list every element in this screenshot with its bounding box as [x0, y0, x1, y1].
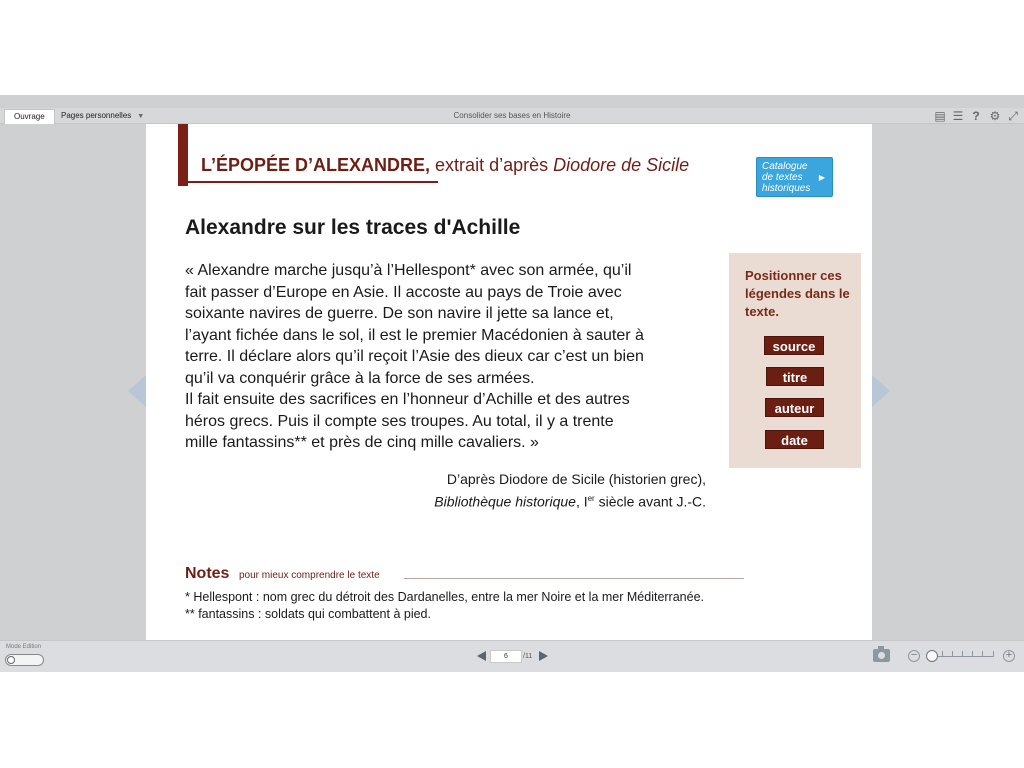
note-item: ** fantassins : soldats qui combattent à pied. [185, 607, 431, 621]
chevron-down-icon[interactable]: ▼ [137, 113, 145, 120]
camera-icon[interactable] [873, 649, 890, 662]
title-rest: extrait d’après [430, 155, 554, 175]
note-item: * Hellespont : nom grec du détroit des Dardanelles, entre la mer Noire et la mer Méditerranée. [185, 590, 705, 604]
section-heading: Alexandre sur les traces d'Achille [185, 216, 521, 239]
tab-label: Pages personnelles [61, 111, 132, 120]
source-citation [346, 470, 706, 512]
quote-line: mille fantassins** et près de cinq mille cavaliers. » [185, 434, 539, 451]
legend-panel [729, 253, 861, 468]
source-century: , I [575, 493, 588, 510]
help-icon[interactable]: ? [972, 109, 980, 123]
zoom-out-icon[interactable]: − [908, 650, 920, 662]
legend-tag-titre[interactable]: titre [766, 367, 824, 386]
zoom-tick [993, 651, 994, 656]
quote-line: soixante navires de guerre. De son navire il jette sa lance et, [185, 305, 614, 322]
bottom-toolbar [0, 640, 1024, 672]
source-line-1: D’après Diodore de Sicile (historien grec), [446, 471, 706, 487]
catalog-label-2: de textes [762, 172, 803, 183]
legend-instruction: Positionner ces légendes dans le texte. [745, 268, 850, 319]
title-bold: L’ÉPOPÉE D’ALEXANDRE, [201, 155, 431, 175]
document-title: Consolider ses bases en Histoire [453, 111, 571, 120]
fullscreen-icon[interactable]: ⤢ [1008, 109, 1018, 123]
header-accent-bar [178, 124, 188, 186]
quote-line: « Alexandre marche jusqu’à l’Hellespont* avec son armée, qu’il [185, 262, 632, 279]
notes-subtitle: pour mieux comprendre le texte [239, 570, 380, 581]
source-line-2 [346, 489, 706, 512]
catalog-label-3: historiques [762, 183, 811, 194]
app-window [0, 95, 1024, 672]
next-page-button[interactable] [539, 651, 548, 661]
zoom-in-icon[interactable]: + [1003, 650, 1015, 662]
zoom-tick [982, 651, 983, 656]
page-total: /11 [523, 653, 533, 660]
play-arrow-icon: ▶ [818, 173, 825, 182]
legend-tag-auteur[interactable]: auteur [765, 398, 824, 417]
quote-line: héros grecs. Puis il compte ses troupes. Au total, il y a trente [185, 412, 614, 430]
mode-edition-label: Mode Edition [6, 644, 42, 650]
gear-icon[interactable]: ⚙ [989, 109, 1001, 123]
book-page [146, 124, 872, 640]
menu-bar [0, 108, 1024, 124]
catalog-button[interactable] [756, 157, 833, 197]
list-icon[interactable]: ☰ [952, 109, 964, 123]
zoom-tick [972, 651, 973, 656]
zoom-slider-thumb[interactable] [926, 650, 938, 662]
quote-line: l’ayant fichée dans le sol, il est le premier Macédonien à sauter à [185, 326, 644, 344]
page-number-input[interactable]: 6 [490, 650, 522, 663]
page-title [201, 155, 689, 176]
source-period: siècle avant J.-C. [594, 493, 706, 510]
notes-divider [404, 578, 744, 579]
previous-page-button[interactable] [477, 651, 486, 661]
quote-text [185, 260, 725, 454]
previous-page-arrow-icon[interactable] [128, 375, 146, 407]
source-work: Bibliothèque historique [434, 493, 576, 510]
mode-edition-toggle[interactable] [5, 654, 44, 666]
header-underline [188, 181, 438, 183]
zoom-tick [952, 651, 953, 656]
next-page-arrow-icon[interactable] [872, 375, 890, 407]
notes-title: Notes [185, 565, 230, 582]
legend-tag-source[interactable]: source [764, 336, 824, 355]
tab-label: Ouvrage [14, 112, 45, 121]
quote-line: qu’il va conquérir grâce à la force de ses armées. [185, 369, 535, 387]
book-icon[interactable]: ▤ [934, 109, 946, 123]
zoom-tick [942, 651, 943, 656]
zoom-tick [962, 651, 963, 656]
title-author: Diodore de Sicile [553, 155, 690, 175]
toggle-knob [7, 656, 15, 664]
legend-tag-date[interactable]: date [765, 430, 824, 449]
source-superscript: er [587, 494, 595, 503]
quote-line: terre. Il déclare alors qu’il reçoit l’Asie des dieux car c’est un bien [185, 348, 644, 365]
catalog-label-1: Catalogue [762, 161, 808, 172]
quote-line: fait passer d’Europe en Asie. Il accoste au pays de Troie avec [185, 283, 622, 301]
quote-line: Il fait ensuite des sacrifices en l’honneur d’Achille et des autres [185, 391, 630, 408]
